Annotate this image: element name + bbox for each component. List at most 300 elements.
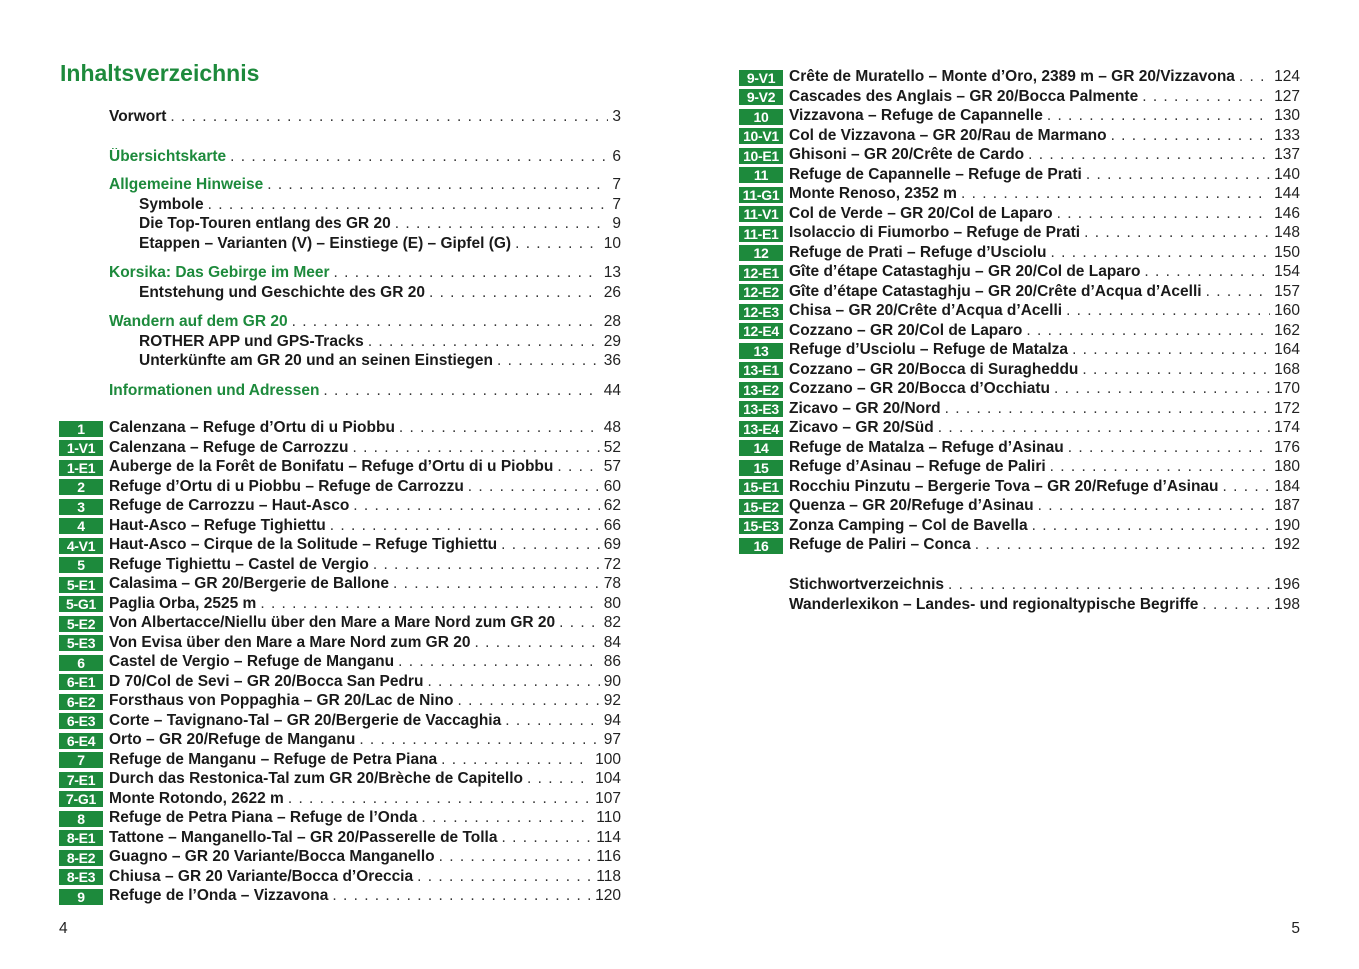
tour-entry[interactable]: [59, 478, 621, 498]
entry-title: Refuge de Paliri – Conca: [789, 536, 971, 553]
tour-number-badge: 7-G1: [59, 791, 103, 807]
tour-entry[interactable]: [59, 790, 621, 810]
toc-entry[interactable]: [109, 382, 621, 402]
dot-leader: [208, 196, 609, 214]
entry-title: Refuge de Prati – Refuge d’Usciolu: [789, 243, 1047, 261]
entry-title: Crête de Muratello – Monte d’Oro, 2389 m – GR 20/Vizzavona: [789, 68, 1235, 85]
dot-leader: [474, 634, 599, 652]
dot-leader: [945, 400, 1271, 418]
tour-number-badge: 6-E3: [59, 713, 103, 729]
entry-title: Zicavo – GR 20/Nord: [789, 399, 941, 417]
entry-page-number: 29: [603, 332, 621, 350]
entry-title: Refuge d’Ortu di u Piobbu – Refuge de Carrozzu: [109, 477, 464, 495]
tour-number-badge: 10-V1: [739, 128, 783, 144]
dot-leader: [398, 653, 600, 671]
tour-entry[interactable]: [739, 68, 1300, 88]
dot-leader: [1050, 458, 1270, 476]
tour-entry[interactable]: [59, 712, 621, 732]
entry-title: Orto – GR 20/Refuge de Manganu: [109, 731, 356, 748]
entry-title: ROTHER APP und GPS-Tracks: [139, 332, 364, 350]
entry-page-number: 170: [1274, 380, 1300, 397]
entry-title: Cozzano – GR 20/Bocca d’Occhiatu: [789, 380, 1050, 397]
entry-page-number: 168: [1274, 360, 1300, 378]
dot-leader: [267, 176, 608, 194]
tour-number-badge: 3: [59, 499, 103, 515]
entry-title: Refuge de Carrozzu – Haut-Asco: [109, 497, 350, 514]
tour-number-badge: 12-E3: [739, 304, 783, 320]
tour-entry[interactable]: [59, 497, 621, 517]
tour-number-badge: 14: [739, 440, 783, 456]
tour-entry[interactable]: [59, 731, 621, 751]
tour-entry[interactable]: [739, 361, 1300, 381]
tour-entry[interactable]: [739, 478, 1300, 498]
entry-page-number: 144: [1274, 185, 1300, 202]
dot-leader: [557, 458, 599, 476]
entry-title: D 70/Col de Sevi – GR 20/Bocca San Pedru: [109, 672, 424, 690]
tour-number-badge: 8-E3: [59, 869, 103, 885]
entry-page-number: 146: [1274, 204, 1300, 222]
entry-page-number: 180: [1274, 458, 1300, 475]
tour-entry[interactable]: [59, 673, 621, 693]
dot-leader: [527, 770, 591, 788]
entry-page-number: 196: [1274, 576, 1300, 593]
dot-leader: [421, 809, 592, 827]
entry-page-number: 100: [595, 750, 621, 768]
dot-leader: [505, 712, 600, 730]
entry-title: Refuge de Petra Piana – Refuge de l’Onda: [109, 809, 418, 826]
entry-title: Chisa – GR 20/Crête d’Acqua d’Acelli: [789, 302, 1063, 319]
tour-number-badge: 5: [59, 557, 103, 573]
tour-number-badge: 5-E2: [59, 616, 103, 632]
tour-number-badge: 9-V2: [739, 89, 783, 105]
tour-list-right: [739, 68, 1300, 556]
tour-entry[interactable]: [59, 634, 621, 654]
entry-page-number: 187: [1274, 497, 1300, 514]
entry-page-number: 133: [1274, 126, 1300, 144]
dot-leader: [1068, 439, 1270, 457]
entry-page-number: 172: [1274, 399, 1300, 417]
toc-entry[interactable]: [109, 108, 621, 128]
tour-entry[interactable]: [59, 595, 621, 615]
entry-title: Cozzano – GR 20/Col de Laparo: [789, 321, 1023, 339]
entry-page-number: 120: [595, 887, 621, 904]
dot-leader: [417, 868, 592, 886]
dot-leader: [1082, 361, 1270, 379]
tour-number-badge: 12-E4: [739, 323, 783, 339]
entry-page-number: 140: [1274, 165, 1300, 183]
toc-entry[interactable]: [109, 148, 621, 168]
toc-entry[interactable]: [109, 313, 621, 333]
dot-leader: [330, 517, 600, 535]
entry-page-number: 192: [1274, 536, 1300, 553]
entry-title: Wandern auf dem GR 20: [109, 313, 288, 330]
entry-title: Zicavo – GR 20/Süd: [789, 419, 934, 436]
dot-leader: [439, 848, 593, 866]
entry-title: Calenzana – Refuge de Carrozzu: [109, 438, 349, 456]
dot-leader: [292, 313, 600, 331]
entry-page-number: 150: [1274, 243, 1300, 261]
entry-page-number: 44: [603, 381, 621, 399]
tour-entry[interactable]: [739, 224, 1300, 244]
entry-page-number: 107: [595, 789, 621, 807]
entry-title: Rocchiu Pinzutu – Bergerie Tova – GR 20/Refuge d’Asinau: [789, 477, 1219, 495]
tour-entry[interactable]: [59, 868, 621, 888]
tour-number-badge: 15-E3: [739, 518, 783, 534]
entry-page-number: 157: [1274, 282, 1300, 300]
entry-title: Zonza Camping – Col de Bavella: [789, 516, 1028, 534]
entry-page-number: 198: [1274, 595, 1300, 613]
tour-entry[interactable]: [59, 829, 621, 849]
dot-leader: [429, 284, 600, 302]
tour-entry[interactable]: [59, 887, 621, 907]
dot-leader: [230, 148, 608, 166]
dot-leader: [497, 352, 600, 370]
dot-leader: [1026, 322, 1270, 340]
dot-leader: [1057, 205, 1271, 223]
dot-leader: [1144, 263, 1270, 281]
entry-title: Etappen – Varianten (V) – Einstiege (E) – Gipfel (G): [139, 234, 512, 252]
dot-leader: [501, 536, 600, 554]
dot-leader: [1111, 127, 1271, 145]
tour-entry[interactable]: [59, 770, 621, 790]
entry-title: Wanderlexikon – Landes- und regionaltypische Begriffe: [789, 595, 1199, 613]
toc-entry[interactable]: [109, 176, 621, 196]
entry-page-number: 72: [603, 555, 621, 573]
tour-entry[interactable]: [739, 263, 1300, 283]
tour-entry[interactable]: [59, 458, 621, 478]
tour-entry[interactable]: [59, 848, 621, 868]
dot-leader: [975, 536, 1270, 554]
tour-number-badge: 6: [59, 655, 103, 671]
tour-number-badge: 15: [739, 460, 783, 476]
dot-leader: [515, 235, 600, 253]
entry-page-number: 130: [1274, 107, 1300, 124]
tour-entry[interactable]: [59, 614, 621, 634]
entry-title: Von Albertacce/Niellu über den Mare a Mare Nord zum GR 20: [109, 614, 556, 631]
entry-title: Monte Renoso, 2352 m: [789, 185, 957, 202]
dot-leader: [260, 595, 599, 613]
entry-page-number: 92: [603, 692, 621, 709]
tour-entry[interactable]: [739, 400, 1300, 420]
dot-leader: [1038, 497, 1271, 515]
tour-number-badge: 5-E1: [59, 577, 103, 593]
dot-leader: [458, 692, 600, 710]
entry-page-number: 3: [612, 108, 621, 125]
entry-page-number: 90: [603, 672, 621, 690]
tour-number-badge: 1-V1: [59, 440, 103, 456]
entry-title: Refuge de Capannelle – Refuge de Prati: [789, 165, 1082, 183]
entry-page-number: 160: [1274, 302, 1300, 319]
entry-title: Calenzana – Refuge d’Ortu di u Piobbu: [109, 419, 395, 436]
entry-page-number: 60: [603, 477, 621, 495]
tour-number-badge: 13-E3: [739, 401, 783, 417]
tour-entry[interactable]: [739, 517, 1300, 537]
entry-title: Die Top-Touren entlang des GR 20: [139, 215, 391, 232]
entry-page-number: 62: [603, 497, 621, 514]
page-title: Inhaltsverzeichnis: [60, 60, 260, 86]
entry-page-number: 26: [603, 283, 621, 301]
dot-leader: [373, 556, 600, 574]
entry-page-number: 104: [595, 770, 621, 787]
toc-entry[interactable]: [109, 264, 621, 284]
tour-entry[interactable]: [739, 302, 1300, 322]
tour-list-left: [59, 419, 621, 907]
tour-number-badge: 11-E1: [739, 226, 783, 242]
entry-title: Refuge de l’Onda – Vizzavona: [109, 887, 329, 904]
tour-entry[interactable]: [59, 536, 621, 556]
toc-entry[interactable]: [109, 215, 621, 235]
entry-title: Gîte d’étape Catastaghju – GR 20/Crête d’Acqua d’Acelli: [789, 282, 1202, 300]
tour-number-badge: 10-E1: [739, 148, 783, 164]
entry-page-number: 80: [603, 594, 621, 612]
entry-title: Guagno – GR 20 Variante/Bocca Manganello: [109, 848, 435, 865]
entry-title: Cascades des Anglais – GR 20/Bocca Palmente: [789, 87, 1139, 105]
entry-title: Refuge d’Asinau – Refuge de Paliri: [789, 458, 1046, 475]
page-number-left: 4: [59, 920, 68, 937]
tour-entry[interactable]: [59, 809, 621, 829]
entry-page-number: 118: [596, 867, 621, 885]
entry-page-number: 114: [596, 828, 621, 846]
entry-title: Ghisoni – GR 20/Crête de Cardo: [789, 146, 1025, 163]
entry-title: Unterkünfte am GR 20 und an seinen Einstiegen: [139, 352, 493, 369]
tour-number-badge: 11: [739, 167, 783, 183]
entry-page-number: 78: [603, 575, 621, 592]
entry-title: Paglia Orba, 2525 m: [109, 594, 257, 612]
tour-entry[interactable]: [59, 751, 621, 771]
entry-page-number: 110: [596, 809, 621, 826]
toc-entry[interactable]: [109, 333, 621, 353]
dot-leader: [1206, 283, 1271, 301]
tour-number-badge: 13-E4: [739, 421, 783, 437]
tour-number-badge: 5-E3: [59, 635, 103, 651]
dot-leader: [501, 829, 592, 847]
entry-title: Haut-Asco – Cirque de la Solitude – Refuge Tighiettu: [109, 536, 498, 553]
tour-entry[interactable]: [739, 341, 1300, 361]
entry-page-number: 82: [603, 614, 621, 631]
tour-entry[interactable]: [739, 439, 1300, 459]
entry-title: Übersichtskarte: [109, 147, 227, 165]
entry-title: Isolaccio di Fiumorbo – Refuge de Prati: [789, 224, 1081, 241]
dot-leader: [468, 478, 600, 496]
tour-entry[interactable]: [59, 575, 621, 595]
tour-number-badge: 8: [59, 811, 103, 827]
entry-title: Forsthaus von Poppaghia – GR 20/Lac de Nino: [109, 692, 454, 709]
intro-toc-list: [109, 108, 621, 401]
dot-leader: [1047, 107, 1270, 125]
dot-leader: [1084, 224, 1270, 242]
entry-title: Refuge de Matalza – Refuge d’Asinau: [789, 438, 1064, 456]
dot-leader: [334, 264, 600, 282]
tour-number-badge: 7-E1: [59, 772, 103, 788]
dot-leader: [1032, 517, 1271, 535]
entry-page-number: 124: [1274, 68, 1300, 85]
entry-page-number: 10: [603, 234, 621, 252]
entry-title: Col de Verde – GR 20/Col de Laparo: [789, 204, 1053, 222]
tour-number-badge: 15-E2: [739, 499, 783, 515]
tour-number-badge: 15-E1: [739, 479, 783, 495]
dot-leader: [352, 439, 599, 457]
entry-title: Monte Rotondo, 2622 m: [109, 789, 284, 807]
dot-leader: [393, 575, 600, 593]
dot-leader: [170, 108, 608, 126]
entry-title: Col de Vizzavona – GR 20/Rau de Marmano: [789, 126, 1107, 144]
entry-page-number: 52: [603, 438, 621, 456]
entry-title: Haut-Asco – Refuge Tighiettu: [109, 516, 326, 534]
entry-title: Stichwortverzeichnis: [789, 576, 945, 593]
dot-leader: [395, 215, 609, 233]
entry-page-number: 164: [1274, 341, 1300, 358]
toc-entry[interactable]: [789, 596, 1300, 616]
entry-page-number: 184: [1274, 477, 1300, 495]
entry-page-number: 190: [1274, 516, 1300, 534]
tour-number-badge: 6-E2: [59, 694, 103, 710]
tour-entry[interactable]: [739, 497, 1300, 517]
tour-entry[interactable]: [739, 283, 1300, 303]
entry-page-number: 154: [1274, 263, 1300, 280]
tour-entry[interactable]: [739, 205, 1300, 225]
tour-entry[interactable]: [739, 244, 1300, 264]
entry-page-number: 148: [1274, 224, 1300, 241]
tour-number-badge: 13-E1: [739, 362, 783, 378]
entry-title: Auberge de la Forêt de Bonifatu – Refuge d’Ortu di u Piobbu: [109, 458, 554, 475]
tour-number-badge: 9: [59, 889, 103, 905]
dot-leader: [1054, 380, 1270, 398]
entry-title: Cozzano – GR 20/Bocca di Suragheddu: [789, 360, 1079, 378]
entry-title: Gîte d’étape Catastaghju – GR 20/Col de Laparo: [789, 263, 1141, 280]
dot-leader: [353, 497, 599, 515]
entry-page-number: 116: [596, 848, 621, 865]
page-number-right: 5: [1291, 920, 1300, 937]
entry-title: Chiusa – GR 20 Variante/Bocca d’Oreccia: [109, 867, 414, 885]
toc-entry[interactable]: [109, 352, 621, 372]
entry-title: Von Evisa über den Mare a Mare Nord zum GR 20: [109, 633, 471, 651]
entry-title: Symbole: [139, 195, 204, 213]
tour-number-badge: 5-G1: [59, 596, 103, 612]
tour-number-badge: 8-E2: [59, 850, 103, 866]
dot-leader: [368, 333, 600, 351]
entry-title: Refuge d’Usciolu – Refuge de Matalza: [789, 341, 1069, 358]
entry-page-number: 6: [612, 147, 621, 165]
entry-title: Corte – Tavignano-Tal – GR 20/Bergerie de Vaccaghia: [109, 711, 502, 729]
dot-leader: [1066, 302, 1270, 320]
entry-title: Allgemeine Hinweise: [109, 176, 264, 193]
tour-entry[interactable]: [59, 419, 621, 439]
dot-leader: [427, 673, 599, 691]
tour-number-badge: 16: [739, 538, 783, 554]
tour-number-badge: 1: [59, 421, 103, 437]
tour-number-badge: 12: [739, 245, 783, 261]
entry-page-number: 7: [612, 176, 621, 193]
tour-entry[interactable]: [739, 185, 1300, 205]
entry-title: Korsika: Das Gebirge im Meer: [109, 264, 330, 281]
entry-page-number: 86: [603, 653, 621, 670]
tour-entry[interactable]: [739, 458, 1300, 478]
dot-leader: [1028, 146, 1270, 164]
tour-number-badge: 11-V1: [739, 206, 783, 222]
tour-number-badge: 8-E1: [59, 830, 103, 846]
dot-leader: [332, 887, 591, 905]
tour-number-badge: 2: [59, 479, 103, 495]
tour-entry[interactable]: [739, 419, 1300, 439]
entry-title: Calasima – GR 20/Bergerie de Ballone: [109, 575, 389, 592]
entry-title: Vorwort: [109, 108, 167, 125]
entry-page-number: 162: [1274, 321, 1300, 339]
tour-number-badge: 12-E2: [739, 284, 783, 300]
entry-page-number: 84: [603, 633, 621, 651]
tour-entry[interactable]: [59, 556, 621, 576]
dot-leader: [559, 614, 600, 632]
dot-leader: [1223, 478, 1271, 496]
dot-leader: [938, 419, 1270, 437]
dot-leader: [288, 790, 591, 808]
tour-number-badge: 9-V1: [739, 70, 783, 86]
dot-leader: [1239, 68, 1270, 86]
entry-title: Entstehung und Geschichte des GR 20: [139, 283, 425, 301]
dot-leader: [1202, 596, 1270, 614]
tour-number-badge: 11-G1: [739, 187, 783, 203]
entry-title: Refuge de Manganu – Refuge de Petra Piana: [109, 750, 438, 768]
dot-leader: [1072, 341, 1270, 359]
tour-entry[interactable]: [739, 107, 1300, 127]
tour-entry[interactable]: [739, 322, 1300, 342]
entry-page-number: 137: [1274, 146, 1300, 163]
entry-title: Tattone – Manganello-Tal – GR 20/Passerelle de Tolla: [109, 828, 498, 846]
tour-entry[interactable]: [59, 439, 621, 459]
tour-number-badge: 6-E4: [59, 733, 103, 749]
entry-page-number: 57: [603, 458, 621, 475]
entry-page-number: 174: [1274, 419, 1300, 436]
dot-leader: [961, 185, 1270, 203]
entry-page-number: 66: [603, 516, 621, 534]
tour-entry[interactable]: [739, 166, 1300, 186]
entry-title: Quenza – GR 20/Refuge d’Asinau: [789, 497, 1034, 514]
dot-leader: [1051, 244, 1271, 262]
entry-page-number: 48: [603, 419, 621, 436]
tour-number-badge: 10: [739, 109, 783, 125]
toc-entry[interactable]: [789, 576, 1300, 596]
dot-leader: [1086, 166, 1270, 184]
tour-entry[interactable]: [739, 127, 1300, 147]
tour-entry[interactable]: [739, 146, 1300, 166]
tour-entry[interactable]: [59, 692, 621, 712]
tour-number-badge: 4-V1: [59, 538, 103, 554]
tour-entry[interactable]: [739, 536, 1300, 556]
tour-number-badge: 4: [59, 518, 103, 534]
back-matter-list: [789, 576, 1300, 615]
tour-number-badge: 12-E1: [739, 265, 783, 281]
entry-page-number: 7: [612, 195, 621, 213]
dot-leader: [399, 419, 600, 437]
entry-title: Refuge Tighiettu – Castel de Vergio: [109, 555, 369, 573]
entry-page-number: 36: [603, 352, 621, 369]
entry-page-number: 13: [603, 264, 621, 281]
toc-entry[interactable]: [109, 235, 621, 255]
tour-entry[interactable]: [739, 380, 1300, 400]
tour-entry[interactable]: [59, 653, 621, 673]
toc-entry[interactable]: [109, 284, 621, 304]
entry-page-number: 97: [603, 731, 621, 748]
dot-leader: [441, 751, 591, 769]
toc-entry[interactable]: [109, 196, 621, 216]
tour-number-badge: 13-E2: [739, 382, 783, 398]
dot-leader: [323, 382, 599, 400]
entry-page-number: 94: [603, 711, 621, 729]
tour-entry[interactable]: [59, 517, 621, 537]
entry-page-number: 9: [612, 215, 621, 232]
entry-title: Vizzavona – Refuge de Capannelle: [789, 107, 1043, 124]
dot-leader: [359, 731, 599, 749]
tour-entry[interactable]: [739, 88, 1300, 108]
